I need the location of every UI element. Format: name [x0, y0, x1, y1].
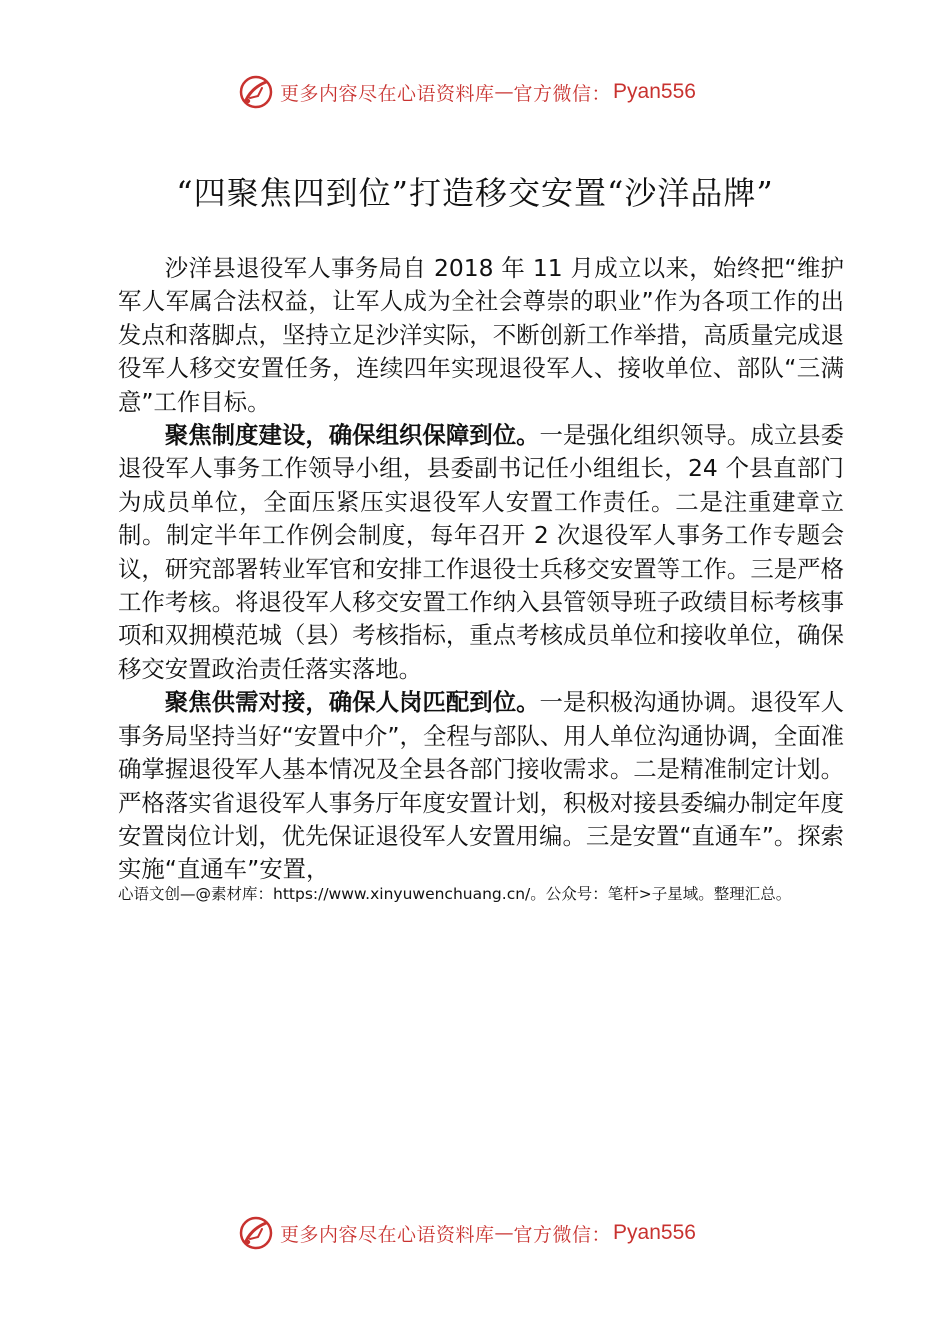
banner-wechat-label: 官方微信：: [513, 1223, 612, 1246]
banner-separator: —: [494, 1222, 514, 1244]
banner-separator: —: [494, 81, 514, 103]
document-body: [118, 252, 844, 887]
paragraph-body: 一是积极沟通协调。退役军人事务局坚持当好“安置中介”，全程与部队、用人单位沟通协调，全面准确掌握退役军人基本情况及全县各部门接收需求。二是精准制定计划。严格落实省退役军人事务厅年度安置计划，积极对接县委编办制定年度安置岗位计划，优先保证退役军人安置用编。三是安置“直通车”。探索实施“直通车”安置，: [118, 688, 844, 884]
source-footnote: 心语文创—@素材库：https://www.xinyuwenchuang.cn/。公众号：笔杆>子星域。整理汇总。: [118, 885, 792, 903]
document-title: “四聚焦四到位”打造移交安置“沙洋品牌”: [176, 174, 774, 212]
footer-banner: [238, 1211, 696, 1255]
paragraph: [118, 252, 844, 419]
banner-text: 更多内容尽在心语资料库: [280, 82, 495, 105]
paragraph-lead: 聚焦供需对接，确保人岗匹配到位。: [164, 688, 540, 717]
paragraph-lead: 聚焦制度建设，确保组织保障到位。: [164, 421, 540, 450]
paragraph: [118, 686, 844, 886]
banner-wechat-id: Pyan556: [613, 1221, 696, 1244]
paragraph-body: 沙洋县退役军人事务局自 2018 年 11 月成立以来，始终把“维护军人军属合法权益，让军人成为全社会尊崇的职业”作为各项工作的出发点和落脚点，坚持立足沙洋实际，不断创新工作举措，高质量完成退役军人移交安置任务，连续四年实现退役军人、接收单位、部队“三满意”工作目标。: [118, 254, 844, 416]
banner-wechat-id: Pyan556: [613, 80, 696, 103]
paragraph: [118, 419, 844, 686]
brush-logo-icon: [238, 74, 274, 110]
banner-wechat-label: 官方微信：: [513, 82, 612, 105]
banner-text: 更多内容尽在心语资料库: [280, 1223, 495, 1246]
brush-logo-icon: [238, 1215, 274, 1251]
header-banner: [238, 70, 696, 114]
paragraph-body: 一是强化组织领导。成立县委退役军人事务工作领导小组，县委副书记任小组组长，24 个县直部门为成员单位，全面压紧压实退役军人安置工作责任。二是注重建章立制。制定半年工作例会制度，每年召开 2 次退役军人事务工作专题会议，研究部署转业军官和安排工作退役士兵移交安置等工作。三是严格工作考核。将退役军人移交安置工作纳入县管领导班子政绩目标考核事项和双拥模范城（县）考核指标，重点考核成员单位和接收单位，确保移交安置政治责任落实落地。: [118, 421, 844, 683]
